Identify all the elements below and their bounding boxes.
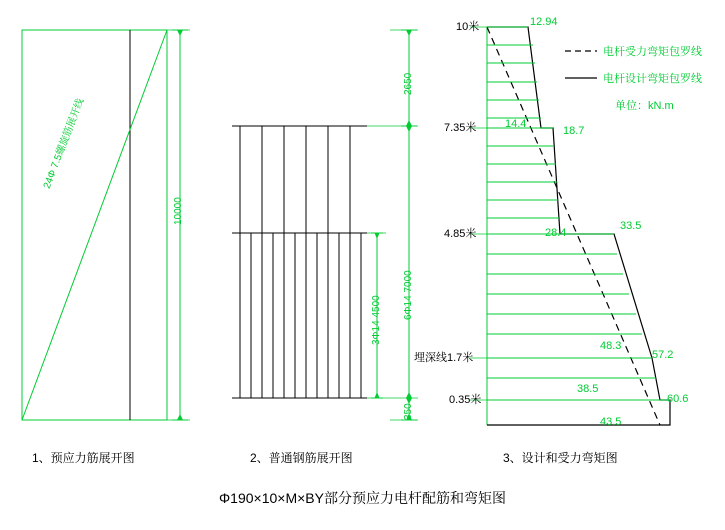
panel-3-caption (503, 449, 618, 466)
level-10m-text: 10米 (456, 21, 480, 33)
moment-48-3 (600, 340, 621, 352)
moment-57-2-text: 57.2 (652, 349, 674, 361)
moment-28-4-text: 28.4 (545, 227, 567, 239)
moment-33-5-text: 33.5 (620, 220, 642, 232)
legend-solid-text: 电杆设计弯矩包罗线 (603, 73, 702, 85)
legend-solid-label (603, 70, 702, 86)
moment-57-2 (652, 349, 673, 361)
moment-38-5-text: 38.5 (577, 383, 599, 395)
level-burial-text: 埋深线1.7米 (414, 352, 474, 364)
legend-dashed-text: 电杆受力弯矩包罗线 (603, 46, 702, 58)
moment-43-5 (600, 416, 621, 428)
panel-2-mid-dim-right (403, 270, 414, 320)
moment-12-94 (530, 16, 558, 28)
level-7-35m-text: 7.35米 (444, 122, 477, 134)
level-4-85m-label (444, 225, 476, 241)
panel-2-graphics (232, 30, 418, 420)
mid-dim-right-text: 6Φ14 7000 (403, 270, 414, 320)
bottom-dim-text: 350 (403, 403, 414, 420)
panel-2-mid-dim-left (371, 295, 382, 345)
level-0-35m-label (449, 391, 481, 407)
panel-2-caption-text: 2、普通钢筋展开图 (250, 451, 353, 465)
panel-1-graphics (22, 30, 190, 420)
level-10m-label (456, 18, 479, 34)
moment-18-7 (563, 125, 584, 137)
moment-14-4 (505, 118, 526, 130)
moment-28-4 (545, 227, 566, 239)
legend-dashed-label (603, 43, 702, 59)
panel-1-height-dim (173, 197, 184, 225)
level-burial-label (414, 349, 473, 365)
page-title-text: Φ190×10×M×BY部分预应力电杆配筋和弯矩图 (219, 490, 506, 506)
legend-unit-text: 单位：kN.m (615, 100, 674, 112)
mid-dim-left-text: 3Φ14 4500 (371, 295, 382, 345)
moment-48-3-text: 48.3 (600, 340, 622, 352)
moment-60-6-text: 60.6 (667, 393, 689, 405)
moment-60-6 (667, 393, 688, 405)
panel-1-caption-text: 1、预应力筋展开图 (32, 451, 135, 465)
level-4-85m-text: 4.85米 (444, 228, 477, 240)
level-0-35m-text: 0.35米 (449, 394, 482, 406)
height-dim-text: 10000 (173, 197, 184, 225)
panel-1-caption (32, 449, 135, 466)
panel-2-top-dim (403, 73, 414, 95)
level-7-35m-label (444, 119, 476, 135)
panel-2-caption (250, 449, 353, 466)
page-title (0, 488, 725, 508)
moment-33-5 (620, 220, 641, 232)
moment-18-7-text: 18.7 (563, 125, 585, 137)
panel-2-bottom-dim (403, 403, 414, 420)
legend-unit-label (615, 97, 674, 113)
moment-14-4-text: 14.4 (505, 118, 527, 130)
moment-38-5 (577, 383, 598, 395)
moment-43-5-text: 43.5 (600, 416, 622, 428)
diagonal-text: 24Φ 7.5螺旋筋展开线 (41, 97, 87, 191)
moment-12-94-text: 12.94 (530, 16, 558, 28)
panel-3-caption-text: 3、设计和受力弯矩图 (503, 451, 618, 465)
top-dim-text: 2650 (403, 72, 414, 95)
